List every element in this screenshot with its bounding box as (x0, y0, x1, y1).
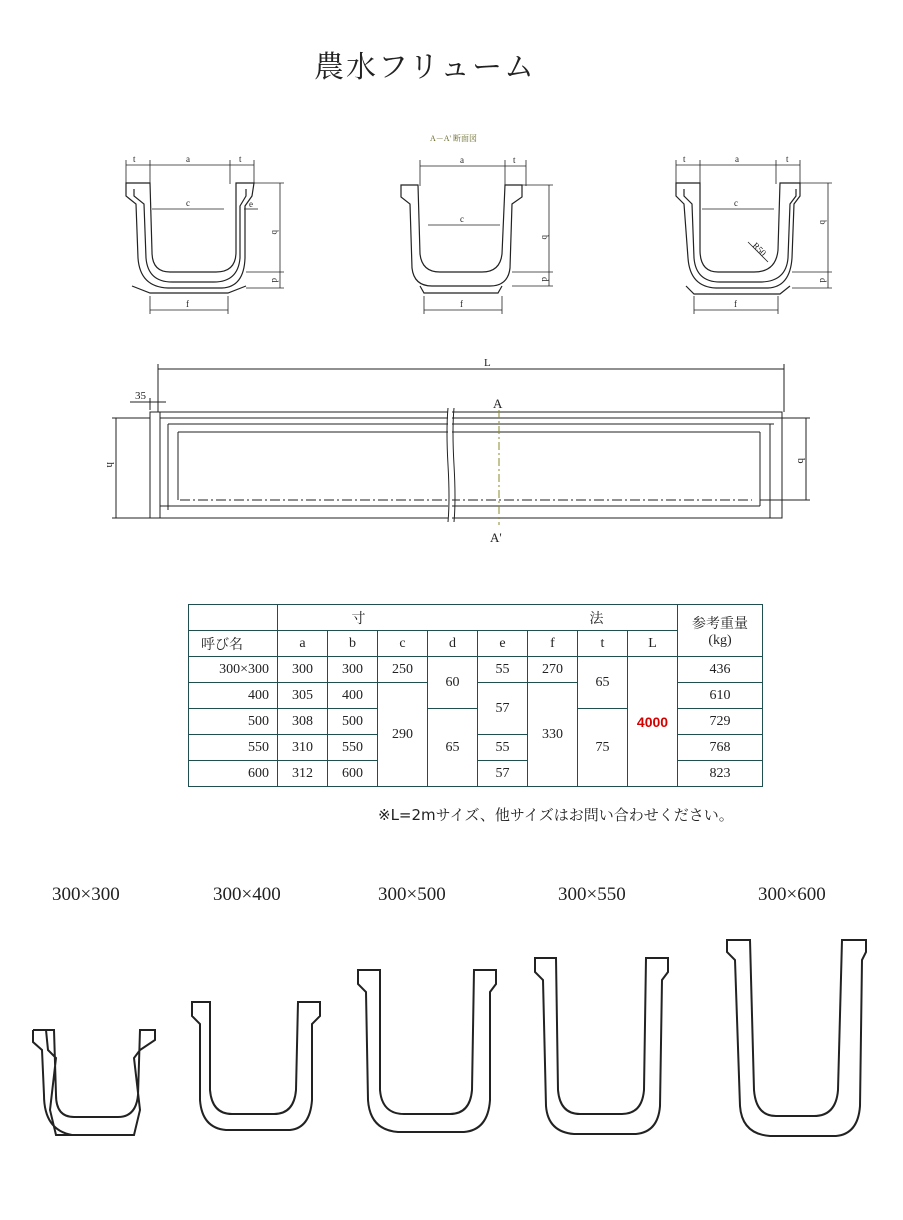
dim-b-label: b (795, 458, 807, 464)
profile-300x600 (727, 940, 866, 1136)
dimension-group-header: 寸 法 (278, 605, 678, 631)
dim-d-label: d (818, 278, 828, 283)
profile-300x500 (358, 970, 496, 1132)
col-header: a (278, 631, 328, 657)
dim-b-label: b (540, 235, 550, 240)
dim-c-label: c (186, 198, 190, 208)
dim-h-label: h (104, 462, 116, 468)
dim-t-label: t (683, 154, 686, 164)
technical-drawing (0, 0, 903, 600)
size-label: 300×500 (378, 884, 446, 905)
col-header: t (578, 631, 628, 657)
size-label: 300×550 (558, 884, 626, 905)
cross-section-left (126, 183, 254, 293)
col-header: d (428, 631, 478, 657)
dim-f-label: f (186, 299, 189, 309)
size-label: 300×400 (213, 884, 281, 905)
col-header: b (328, 631, 378, 657)
profile-300x300 (33, 1030, 155, 1135)
length-value: 4000 (628, 657, 678, 787)
cross-section-right (676, 183, 800, 294)
section-marker-a: A (493, 396, 503, 411)
dim-c-label: c (460, 214, 464, 224)
section-caption: A－A' 断面図 (430, 134, 477, 143)
weight-header: 参考重量 (kg) (678, 605, 763, 657)
size-profiles (0, 920, 903, 1220)
table-row: 500 308 500 65 75 729 (189, 709, 763, 735)
table-row: 300×300 300 300 250 60 55 270 65 4000 436 (189, 657, 763, 683)
dim-t-label: t (786, 154, 789, 164)
table-note: ※L=2mサイズ、他サイズはお問い合わせください。 (378, 806, 734, 824)
dim-t-label: t (133, 154, 136, 164)
dim-b-label: b (818, 220, 828, 225)
dim-c-label: c (734, 198, 738, 208)
size-label: 300×300 (52, 884, 120, 905)
col-header: c (378, 631, 428, 657)
table-row: 550 310 550 55 768 (189, 735, 763, 761)
dim-35-label: 35 (135, 390, 146, 402)
dim-d-label: d (540, 277, 550, 282)
profile-300x400 (192, 1002, 320, 1130)
cross-section-middle (401, 185, 522, 293)
dim-r-label: R50 (750, 240, 769, 259)
dim-t-label: t (513, 155, 516, 165)
col-header: f (528, 631, 578, 657)
name-header: 呼び名 (189, 631, 278, 657)
table-row: 600 312 600 57 823 (189, 761, 763, 787)
size-label: 300×600 (758, 884, 826, 905)
page-title: 農水フリューム (314, 50, 536, 85)
col-header: L (628, 631, 678, 657)
dim-f-label: f (734, 299, 737, 309)
dim-a-label: a (186, 154, 190, 164)
dim-d-label: d (270, 278, 280, 283)
long-view (112, 364, 810, 522)
col-header: e (478, 631, 528, 657)
table-row: 400 305 400 290 57 330 610 (189, 683, 763, 709)
section-marker-a-prime: A' (490, 530, 502, 545)
dim-a-label: a (460, 155, 464, 165)
profile-300x550 (535, 958, 668, 1134)
dim-e-label: e (249, 199, 253, 209)
dim-L-label: L (484, 357, 491, 369)
spec-table (188, 604, 763, 787)
dim-t-label: t (239, 154, 242, 164)
dim-a-label: a (735, 154, 739, 164)
dim-b-label: b (270, 230, 280, 235)
dim-f-label: f (460, 299, 463, 309)
